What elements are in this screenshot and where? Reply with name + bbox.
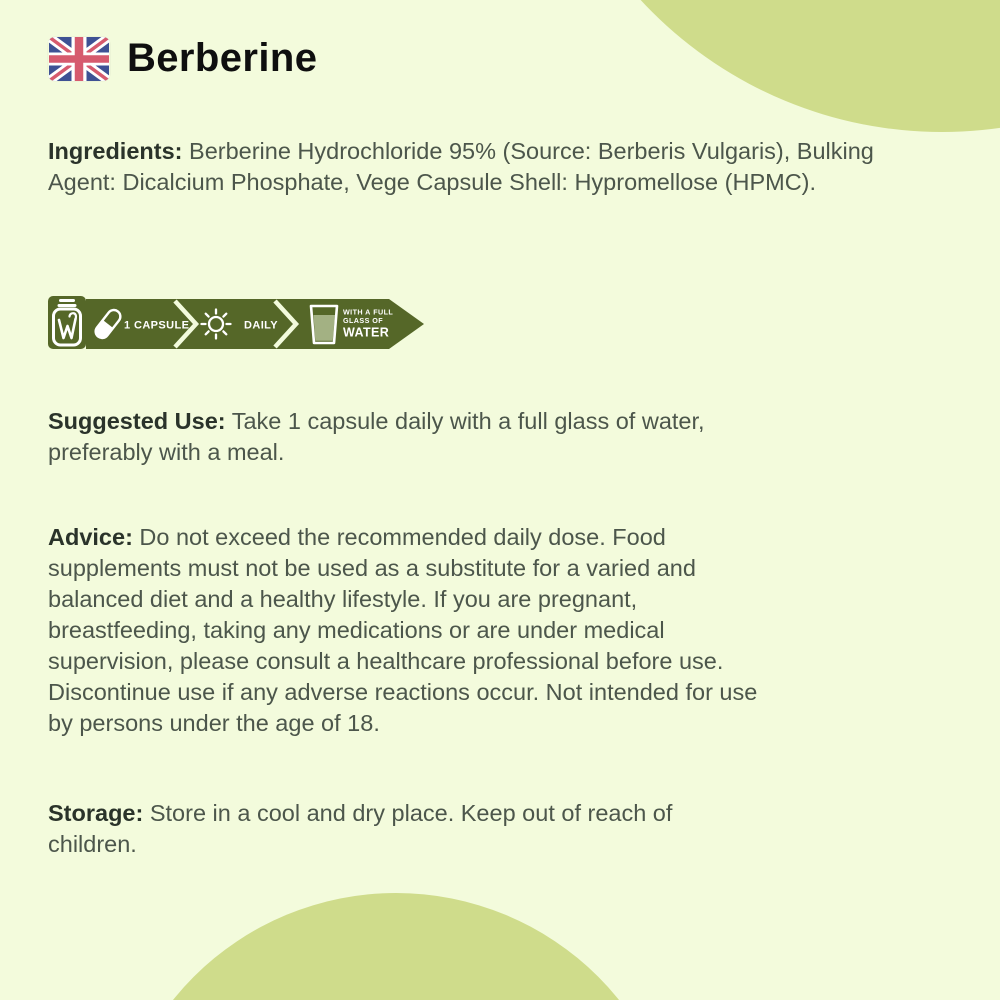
advice-text: Do not exceed the recommended daily dose. Food supplements must not be used as a substitute for a varied and balanced diet and a healthy lifestyle. If you are pregnant, breastfeeding, taking any medications or are under medical supervision, please consult a healthcare professional before use. Discontinue use if any adverse reactions occur. Not intended for use by persons under the age of 18. bbox=[48, 524, 758, 736]
dosage-instruction-strip bbox=[48, 293, 428, 355]
water-caption-line2-regular: OF bbox=[372, 316, 384, 325]
ingredients-label: Ingredients: bbox=[48, 138, 183, 164]
advice-label: Advice: bbox=[48, 524, 133, 550]
water-caption-line1-bold: FULL bbox=[373, 307, 394, 317]
step-daily-label: DAILY bbox=[244, 319, 278, 332]
svg-text:GLASSOF bbox=[343, 316, 383, 325]
storage-text: Store in a cool and dry place. Keep out of reach of children. bbox=[48, 800, 673, 857]
page-title: Berberine bbox=[127, 36, 318, 80]
decor-circle-bottom bbox=[110, 893, 682, 1000]
advice-paragraph bbox=[48, 522, 778, 739]
water-caption-line2-bold: GLASS bbox=[343, 316, 370, 325]
storage-paragraph bbox=[48, 798, 748, 860]
ingredients-paragraph bbox=[48, 136, 920, 198]
decor-circle-top-right bbox=[532, 0, 1000, 132]
water-caption-line3: WATER bbox=[343, 325, 390, 340]
step-capsule-label: 1 CAPSULE bbox=[124, 319, 190, 332]
storage-label: Storage: bbox=[48, 800, 144, 826]
ingredients-text: Berberine Hydrochloride 95% (Source: Berberis Vulgaris), Bulking Agent: Dicalcium Phosphate, Vege Capsule Shell: Hypromellose (HPMC). bbox=[48, 138, 874, 195]
supplement-bottle-icon bbox=[48, 296, 86, 349]
suggested-use-text: Take 1 capsule daily with a full glass of water, preferably with a meal. bbox=[48, 408, 705, 465]
suggested-use-label: Suggested Use: bbox=[48, 408, 226, 434]
water-caption-line1-regular: WITH A bbox=[343, 307, 371, 317]
header bbox=[48, 36, 317, 81]
uk-flag-icon bbox=[48, 37, 110, 81]
suggested-use-paragraph bbox=[48, 406, 796, 468]
